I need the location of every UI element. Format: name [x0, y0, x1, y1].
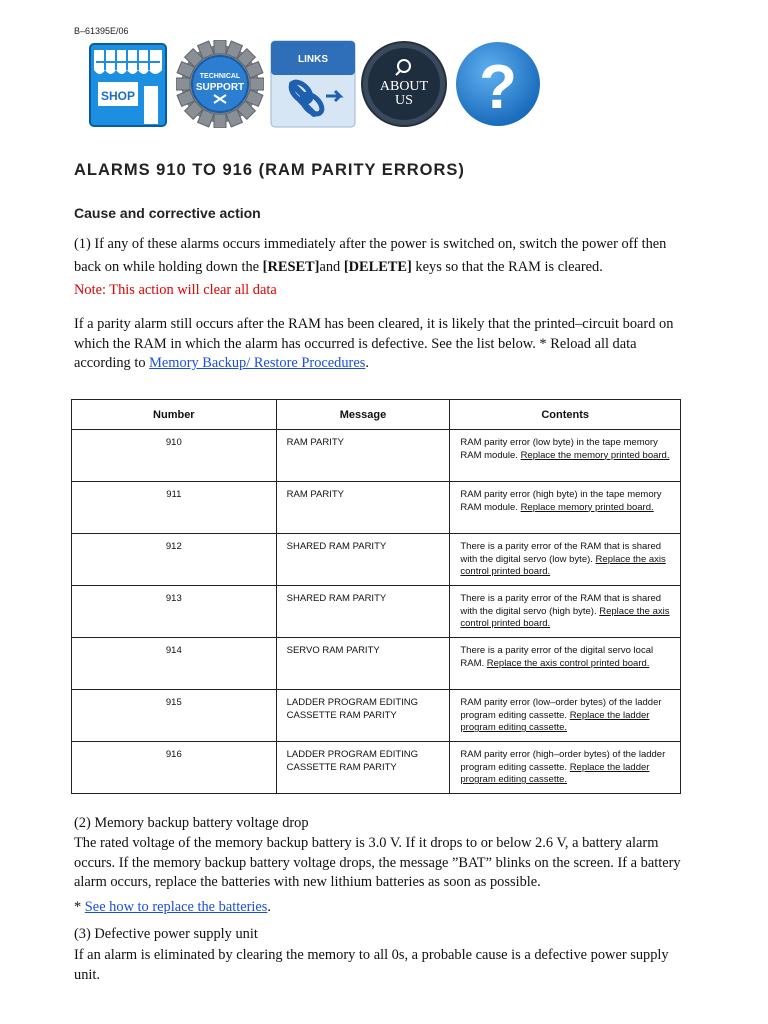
alarm-message: RAM PARITY — [276, 482, 450, 534]
table-row — [72, 742, 681, 794]
table-header-row — [72, 400, 681, 430]
power-supply-text: If an alarm is eliminated by clearing the memory to all 0s, a probable cause is a defective power supply unit. — [74, 947, 669, 983]
contents-text: There is a parity error of the RAM that is shared with the digital servo (high byte). — [460, 593, 662, 617]
corrective-action: Replace the ladder program editing cassette. — [460, 709, 650, 734]
page-title: ALARMS 910 TO 916 (RAM PARITY ERRORS) — [74, 161, 465, 179]
para2-end: . — [365, 355, 369, 371]
alarm-table — [71, 399, 681, 794]
alarm-contents — [450, 430, 681, 482]
shop-icon[interactable] — [88, 42, 170, 128]
about-label: ABOUT — [379, 79, 429, 94]
battery-link-line — [74, 898, 684, 918]
document-id: B–61395E/06 — [74, 26, 129, 36]
alarm-message: LADDER PROGRAM EDITING CASSETTE RAM PARITY — [276, 690, 450, 742]
alarm-contents — [450, 638, 681, 690]
alarm-message: LADDER PROGRAM EDITING CASSETTE RAM PARITY — [276, 742, 450, 794]
para2-text: If a parity alarm still occurs after the RAM has been cleared, it is likely that the printed–circuit board on which the RAM in which the alarm has occurred is defective. See the list below. * Reload all data according to — [74, 316, 674, 371]
contents-text: There is a parity error of the digital servo local RAM. — [460, 645, 654, 669]
link-prefix: * — [74, 899, 85, 915]
shop-label: SHOP — [100, 89, 136, 103]
technical-support-icon[interactable] — [176, 40, 264, 128]
alarm-contents — [450, 690, 681, 742]
links-label: LINKS — [298, 54, 328, 65]
header-contents: Contents — [450, 400, 681, 430]
corrective-action: Replace memory printed board. — [520, 501, 654, 513]
header-number: Number — [72, 400, 277, 430]
table-row — [72, 534, 681, 586]
para1-text-b: keys so that the RAM is cleared. — [411, 259, 603, 275]
alarm-message: SERVO RAM PARITY — [276, 638, 450, 690]
alarm-number: 913 — [72, 586, 277, 638]
alarm-number: 910 — [72, 430, 277, 482]
paragraph-2 — [74, 315, 684, 374]
table-row — [72, 482, 681, 534]
us-label: US — [395, 93, 413, 108]
delete-key: [DELETE] — [343, 259, 412, 275]
battery-text: The rated voltage of the memory backup battery is 3.0 V. If it drops to or below 2.6 V, a battery alarm occurs. If the memory backup battery voltage drops, the message ”BAT” blinks on the screen. If a battery alarm occurs, replace the batteries with new lithium batteries as soon as possible. — [74, 835, 681, 890]
table-row — [72, 638, 681, 690]
para1-text-a: (1) If any of these alarms occurs immediately after the power is switched on, switch the power off then back on while holding down the — [74, 236, 667, 275]
corrective-action: Replace the axis control printed board. — [460, 553, 666, 578]
contents-text: RAM parity error (low–order bytes) of the ladder program editing cassette. — [460, 697, 662, 721]
paragraph-1 — [74, 233, 684, 302]
battery-heading: (2) Memory backup battery voltage drop — [74, 815, 309, 831]
alarm-number: 915 — [72, 690, 277, 742]
memory-backup-link[interactable]: Memory Backup/ Restore Procedures — [149, 355, 366, 371]
help-glyph: ? — [479, 53, 517, 122]
section-heading: Cause and corrective action — [74, 205, 261, 221]
corrective-action: Replace the axis control printed board. — [460, 605, 670, 630]
corrective-action: Replace the axis control printed board. — [486, 657, 650, 669]
alarm-message: RAM PARITY — [276, 430, 450, 482]
alarm-number: 912 — [72, 534, 277, 586]
alarm-number: 911 — [72, 482, 277, 534]
about-us-icon[interactable] — [360, 40, 448, 128]
contents-text: RAM parity error (high–order bytes) of the ladder program editing cassette. — [460, 749, 666, 773]
link-end: . — [267, 899, 272, 915]
technical-label: TECHNICAL — [199, 73, 241, 80]
corrective-action: Replace the ladder program editing cassette. — [460, 761, 650, 786]
table-row — [72, 690, 681, 742]
header-message: Message — [276, 400, 450, 430]
links-icon[interactable] — [270, 40, 356, 128]
contents-text: RAM parity error (high byte) in the tape memory RAM module. — [460, 489, 662, 513]
alarm-number: 914 — [72, 638, 277, 690]
power-supply-heading: (3) Defective power supply unit — [74, 926, 258, 942]
replace-batteries-link[interactable]: See how to replace the batteries — [84, 899, 268, 915]
table-row — [72, 586, 681, 638]
contents-text: RAM parity error (low byte) in the tape memory RAM module. — [460, 437, 658, 461]
alarm-message: SHARED RAM PARITY — [276, 586, 450, 638]
alarm-message: SHARED RAM PARITY — [276, 534, 450, 586]
alarm-contents — [450, 534, 681, 586]
alarm-contents — [450, 482, 681, 534]
corrective-action: Replace the memory printed board. — [520, 449, 670, 461]
table-row — [72, 430, 681, 482]
reset-key: [RESET] — [262, 259, 320, 275]
para1-and: and — [319, 259, 344, 275]
clear-data-note: Note: This action will clear all data — [74, 282, 277, 298]
alarm-contents — [450, 742, 681, 794]
alarm-number: 916 — [72, 742, 277, 794]
help-question-icon[interactable] — [454, 40, 542, 128]
contents-text: There is a parity error of the RAM that is shared with the digital servo (low byte). — [460, 541, 662, 565]
support-label: SUPPORT — [195, 82, 245, 93]
alarm-contents — [450, 586, 681, 638]
